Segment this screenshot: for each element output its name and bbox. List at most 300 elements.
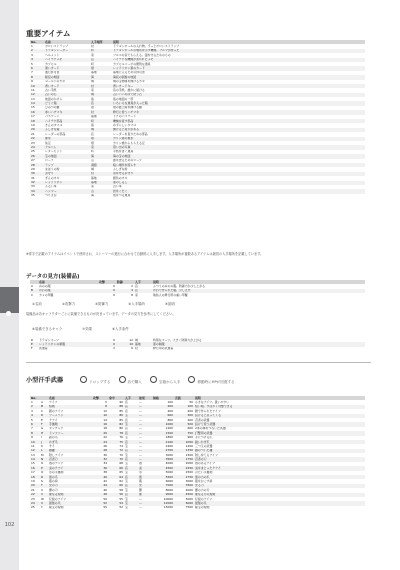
section-divider bbox=[26, 362, 371, 363]
table-cell: 最強の爪 bbox=[48, 501, 92, 505]
key-items-table bbox=[30, 40, 365, 198]
table-cell: 1750 bbox=[174, 457, 194, 461]
column-header: No. bbox=[30, 40, 44, 44]
table-cell: 村 bbox=[91, 44, 94, 48]
table-cell: 40 bbox=[92, 475, 108, 479]
table-cell: 修行用の武道着 bbox=[153, 346, 174, 351]
legend-item: ⑤説明 bbox=[164, 302, 175, 306]
table-cell: 8 bbox=[131, 293, 133, 297]
table-cell: 80 bbox=[119, 426, 123, 431]
table-cell: E bbox=[30, 342, 38, 346]
column-header: 価格 bbox=[152, 396, 174, 400]
table-cell: 手裏剣 bbox=[48, 422, 92, 426]
table-cell: 城の宝物庫を開けるカギ bbox=[113, 79, 145, 84]
table-cell: I bbox=[41, 435, 42, 440]
table-cell: 村 bbox=[90, 84, 112, 88]
table-cell: C bbox=[31, 293, 34, 297]
table-cell: ふるい本 bbox=[45, 184, 57, 189]
table-cell: 基地 bbox=[134, 342, 152, 346]
column-header: 攻撃 bbox=[98, 280, 116, 284]
table-cell: 8 bbox=[92, 405, 108, 409]
table-cell: 店 bbox=[124, 431, 138, 435]
table-cell: かわで作られた服。少し丈夫 bbox=[152, 289, 365, 293]
table-cell: レターセット bbox=[45, 149, 63, 154]
table-cell: 52 bbox=[92, 501, 108, 505]
table-cell: 銀色のカギ bbox=[113, 176, 128, 180]
table-cell: 4 bbox=[116, 289, 134, 293]
table-cell: 23 bbox=[31, 140, 35, 145]
table-cell: 14 bbox=[103, 417, 107, 422]
table-cell: — bbox=[139, 435, 142, 440]
table-cell: 25 bbox=[31, 149, 35, 154]
table-cell: 最強の爪 bbox=[194, 501, 365, 505]
table-cell: 26 bbox=[30, 154, 44, 158]
table-cell: B bbox=[40, 405, 48, 409]
table-cell: 炎 bbox=[138, 466, 152, 470]
table-cell: 海底の洞窟の地図 bbox=[112, 75, 365, 79]
table-cell: 24 bbox=[30, 501, 40, 505]
table-cell: 11 bbox=[31, 444, 35, 448]
table-cell: 隠し持てるナイフ bbox=[195, 453, 218, 457]
table-cell: 12 bbox=[129, 338, 133, 342]
legend-tag bbox=[188, 380, 234, 384]
table-cell: 鉄の爪 bbox=[49, 435, 58, 440]
table-cell: A bbox=[31, 284, 33, 288]
table-cell: 宝 bbox=[124, 414, 138, 418]
table-cell: ドラゴンレーダー bbox=[44, 49, 90, 53]
table-cell: 鎖鎌 bbox=[48, 449, 92, 453]
table-cell: 3500 bbox=[174, 484, 194, 488]
table-cell: 8000 bbox=[165, 488, 173, 492]
chapter-tab bbox=[0, 287, 19, 313]
table-cell: 村 bbox=[135, 346, 138, 351]
table-cell: — bbox=[138, 431, 152, 435]
table-cell: 家 bbox=[90, 145, 112, 149]
legend-tag bbox=[80, 380, 111, 384]
table-cell: 2250 bbox=[174, 466, 194, 470]
table-cell: 1500 bbox=[152, 431, 174, 435]
table-cell: 22 bbox=[103, 435, 107, 440]
legend-tag-icon bbox=[188, 376, 195, 383]
table-cell: 52 bbox=[119, 505, 123, 510]
table-cell: 17 bbox=[31, 114, 35, 119]
table-cell: 100 bbox=[174, 405, 194, 409]
table-cell: ドラゴンボールの入れ物。ずっとボロいストラップ bbox=[113, 44, 180, 48]
table-cell: 9 bbox=[31, 435, 33, 440]
equipment-guide-table-2 bbox=[30, 338, 365, 351]
table-cell: 島の地図の一部 bbox=[113, 97, 134, 101]
column-header: 入手場所 bbox=[90, 40, 112, 44]
table-cell: 7000 bbox=[152, 484, 174, 488]
table-cell: 塔の最上階を開ける鍵 bbox=[113, 105, 142, 110]
table-cell: 5 bbox=[105, 400, 107, 404]
table-cell: 2400 bbox=[165, 444, 173, 448]
table-cell: O bbox=[41, 461, 44, 466]
small-weapons-table bbox=[30, 396, 365, 510]
table-cell: カリン塔の聖水 bbox=[112, 137, 365, 141]
table-cell: 54 bbox=[108, 501, 124, 505]
table-cell: クナイ bbox=[49, 417, 58, 422]
table-cell: — bbox=[139, 417, 142, 422]
legend-row-1 bbox=[32, 301, 175, 306]
table-cell: 1000 bbox=[152, 422, 174, 426]
table-cell: 7500 bbox=[185, 505, 193, 510]
table-cell: 10000 bbox=[163, 496, 173, 501]
column-header: 説明 bbox=[152, 280, 365, 284]
table-cell: 100 bbox=[167, 400, 173, 404]
table-cell: 2700 bbox=[152, 449, 174, 453]
table-cell: 34 bbox=[30, 189, 44, 193]
section-title-small-weapons: 小型汗手武器 bbox=[26, 377, 64, 384]
table-cell: かぎ爪 bbox=[48, 440, 92, 444]
legend-item: ②攻撃力 bbox=[61, 302, 76, 306]
table-cell: 4 bbox=[30, 58, 44, 62]
table-cell: 家 bbox=[91, 53, 94, 57]
table-cell: 1 bbox=[31, 400, 33, 404]
table-cell: つりざお bbox=[45, 193, 57, 198]
table-cell: 風の扇 bbox=[49, 479, 58, 484]
table-cell: 7 bbox=[31, 426, 33, 431]
table-cell: 5500 bbox=[152, 475, 174, 479]
table-cell: いろいろな道具が入った箱 bbox=[112, 101, 365, 105]
table-cell: 55 bbox=[119, 496, 123, 501]
table-cell: 16 bbox=[92, 422, 108, 426]
table-cell: 5000 bbox=[165, 470, 173, 475]
table-cell: 町 bbox=[91, 61, 94, 66]
table-cell: ボロいストラップ bbox=[45, 44, 69, 48]
table-cell: 山 bbox=[90, 189, 112, 193]
table-cell: 2 bbox=[30, 405, 40, 409]
table-cell: 15 bbox=[31, 461, 35, 466]
table-cell: 13 bbox=[31, 97, 35, 101]
table-cell: レーダーの部品 bbox=[45, 132, 66, 136]
table-cell: 宝 bbox=[125, 470, 128, 475]
legend-item: ①名前 bbox=[32, 302, 42, 306]
table-cell: 島 bbox=[91, 123, 94, 128]
table-cell: 城 bbox=[135, 338, 138, 342]
table-cell: 青いカードキー bbox=[112, 84, 365, 88]
table-cell: 伝説のナイフ bbox=[195, 496, 213, 501]
table-cell: 短い剣。すばやく攻撃できる bbox=[194, 405, 365, 409]
table-cell: H bbox=[40, 431, 48, 435]
table-cell: 忍者刀 bbox=[48, 457, 92, 461]
table-cell: 特別なスーツ。大きく防御力が上がる bbox=[153, 338, 202, 342]
table-cell: A bbox=[41, 400, 43, 404]
table-cell: 聖なる力の短剣 bbox=[194, 493, 365, 497]
table-cell: 店 bbox=[124, 475, 138, 479]
table-cell: 秘宝の短剣 bbox=[195, 505, 210, 510]
table-cell: F bbox=[31, 346, 33, 351]
table-cell: 3500 bbox=[152, 457, 174, 461]
table-cell: 300 bbox=[174, 414, 194, 418]
table-cell: パスワード bbox=[45, 114, 60, 119]
table-cell: 闇の力の刃 bbox=[195, 488, 210, 492]
table-cell: 占いの石 bbox=[44, 93, 90, 97]
table-cell: 2本の棒をつないだ武器 bbox=[195, 426, 226, 431]
table-cell: 1200 bbox=[185, 444, 193, 448]
table-cell: 亀仙人の修行用の重い甲羅 bbox=[153, 293, 188, 297]
table-cell: — bbox=[139, 505, 142, 510]
table-cell: 町 bbox=[90, 119, 112, 123]
column-header: 攻撃 bbox=[92, 396, 108, 400]
table-cell: 65 bbox=[119, 470, 123, 475]
table-cell: 家 bbox=[91, 88, 94, 92]
table-cell: 26 bbox=[103, 444, 107, 448]
table-cell: 6 bbox=[131, 346, 133, 351]
table-cell: 78 bbox=[108, 431, 124, 435]
table-cell: 宝 bbox=[124, 501, 138, 505]
table-cell: どうぐ箱 bbox=[44, 101, 90, 105]
table-cell: 62 bbox=[119, 479, 123, 484]
table-cell: 思い出の写真 bbox=[112, 145, 365, 149]
table-cell: 城 bbox=[90, 93, 112, 97]
table-cell: 魚をつる道具 bbox=[113, 193, 131, 198]
table-cell: 3000 bbox=[185, 479, 193, 484]
table-cell: 三つ又の武器 bbox=[195, 444, 213, 448]
table-cell: 店 bbox=[124, 449, 138, 453]
table-cell: 32 bbox=[92, 457, 108, 461]
table-cell: E bbox=[41, 417, 43, 422]
legend-tag bbox=[150, 380, 181, 384]
table-cell: 6000 bbox=[174, 501, 194, 505]
table-cell: 85 bbox=[119, 409, 123, 413]
table-cell: カプセル bbox=[45, 61, 57, 66]
table-cell: ぬのの服 bbox=[39, 284, 51, 288]
table-cell: 2100 bbox=[152, 440, 174, 444]
table-cell: カメの甲羅 bbox=[39, 293, 54, 297]
column-header: 説明 bbox=[112, 40, 365, 44]
table-cell: 2 bbox=[113, 346, 115, 351]
table-cell: 毒のあるナイフ bbox=[195, 461, 215, 466]
table-cell: 基地 bbox=[91, 114, 97, 119]
table-cell: 4 bbox=[30, 414, 40, 418]
table-cell: — bbox=[138, 422, 152, 426]
table-cell: ドラゴンボールの場所を示す機械。ブルマが作った bbox=[112, 49, 365, 53]
table-cell: 昔の手紙。誰かに届ける bbox=[113, 88, 145, 92]
table-cell: 34 bbox=[103, 461, 107, 466]
table-cell: 56 bbox=[108, 493, 124, 497]
table-cell: レッドリボン bbox=[44, 181, 90, 185]
table-cell: 75 bbox=[108, 440, 124, 444]
table-cell: 城 bbox=[91, 79, 94, 84]
table-cell: 29 bbox=[31, 167, 35, 171]
table-cell: 暗い場所を照らす bbox=[112, 163, 365, 167]
table-cell: 古い手紙 bbox=[45, 88, 57, 92]
legend-item: ⑧入手条件 bbox=[112, 327, 129, 331]
table-cell: 氷 bbox=[139, 470, 142, 475]
table-cell: 家 bbox=[135, 293, 138, 297]
table-cell: 5000 bbox=[185, 496, 193, 501]
table-cell: 宝 bbox=[125, 444, 128, 448]
table-cell: 青いカード bbox=[44, 84, 90, 88]
table-cell: レーダーを直すための部品 bbox=[113, 132, 148, 136]
table-cell: 赤いハチマキ bbox=[44, 110, 90, 114]
table-cell: トンファー bbox=[48, 431, 92, 435]
table-cell: 基地 bbox=[90, 181, 112, 185]
table-cell: まほうの粉 bbox=[45, 167, 60, 171]
table-cell: 16 bbox=[30, 466, 40, 470]
table-cell: — bbox=[139, 409, 142, 413]
table-cell: 鎖のついた鎌 bbox=[194, 449, 365, 453]
table-cell: ハイテクメモ bbox=[44, 58, 90, 62]
table-cell: 短剣 bbox=[48, 405, 92, 409]
table-cell: S bbox=[41, 479, 43, 484]
table-cell: J bbox=[40, 440, 48, 444]
table-cell: 16 bbox=[30, 110, 44, 114]
table-cell: — bbox=[138, 457, 152, 461]
table-cell: 23 bbox=[31, 496, 35, 501]
table-cell: 17 bbox=[31, 470, 35, 475]
table-cell: 修行に使うハチマキ bbox=[112, 110, 365, 114]
table-cell: 店 bbox=[124, 440, 138, 444]
table-cell: 忍者の刀 bbox=[194, 457, 365, 461]
table-cell: 750 bbox=[174, 431, 194, 435]
table-cell: 秘密の地図 bbox=[44, 75, 90, 79]
table-cell: 18 bbox=[103, 426, 107, 431]
table-cell: 13 bbox=[31, 453, 35, 457]
table-cell: 2 bbox=[30, 49, 44, 53]
table-cell: 町 bbox=[90, 49, 112, 53]
table-cell: 0 bbox=[113, 293, 115, 297]
table-cell: M bbox=[41, 453, 44, 457]
table-cell: 80 bbox=[108, 414, 124, 418]
table-cell: 開けると何かがある bbox=[112, 128, 365, 132]
table-cell: 闇 bbox=[139, 488, 142, 492]
table-cell: 31 bbox=[31, 176, 35, 180]
table-cell: 宝 bbox=[125, 479, 128, 484]
table-cell: 58 bbox=[119, 488, 123, 492]
table-cell: — bbox=[139, 426, 142, 431]
table-cell: 19 bbox=[31, 123, 35, 128]
table-cell: T bbox=[40, 484, 48, 488]
table-cell: ハイテク部品 bbox=[44, 119, 90, 123]
table-cell: ハイテクな機械が書かれたメモ bbox=[112, 58, 365, 62]
table-cell: 毒 bbox=[139, 461, 142, 466]
table-cell: 店 bbox=[125, 409, 128, 413]
table-cell: 12000 bbox=[152, 501, 174, 505]
side-bar bbox=[0, 0, 19, 570]
table-cell: G bbox=[41, 426, 44, 431]
table-cell: 店 bbox=[124, 484, 138, 488]
table-cell: N bbox=[40, 457, 48, 461]
table-cell: 2750 bbox=[174, 475, 194, 479]
table-cell: 20 bbox=[92, 431, 108, 435]
table-cell: 黒いカード bbox=[44, 66, 90, 70]
table-cell: レッドリボンの制服 bbox=[38, 342, 98, 346]
table-cell: 通行許可書 bbox=[45, 70, 60, 75]
table-cell: 海 bbox=[90, 75, 112, 79]
table-cell: 手紙を書く道具 bbox=[113, 149, 134, 154]
column-header: 説明 bbox=[194, 396, 365, 400]
table-cell: 店 bbox=[124, 466, 138, 470]
table-cell: ふつうのぬのの服。防御力が少し上がる bbox=[153, 284, 206, 288]
data-guide-note: 装備品は各キャラクターごとに装備できるものが決まっています。データの見方を参考にしてください。 bbox=[26, 312, 176, 316]
table-cell: 5 bbox=[31, 61, 33, 66]
table-cell: 66 bbox=[108, 466, 124, 470]
weapon-legend-tags bbox=[80, 376, 243, 385]
table-cell: 1200 bbox=[165, 426, 173, 431]
table-cell: 8 bbox=[30, 75, 44, 79]
table-cell: カプセルコーポの便利な道具 bbox=[113, 61, 151, 66]
legend-item: ⑥装備できるキャラ bbox=[32, 327, 63, 331]
table-cell: 地図のかけら bbox=[45, 97, 63, 101]
table-cell: — bbox=[138, 449, 152, 453]
table-cell: 宝 bbox=[125, 453, 128, 457]
table-cell: 0 bbox=[113, 338, 115, 342]
table-cell: 50 bbox=[103, 496, 107, 501]
table-cell: 400 bbox=[187, 417, 193, 422]
column-header: 入手 bbox=[124, 396, 138, 400]
table-cell: 36 bbox=[92, 466, 108, 470]
column-header: No. bbox=[30, 396, 40, 400]
table-cell: 店 bbox=[91, 132, 94, 136]
table-cell: レッドリボン軍のカード bbox=[112, 66, 365, 70]
table-cell: 武道着 bbox=[39, 346, 48, 351]
table-cell: 11 bbox=[31, 88, 35, 92]
table-cell: 28 bbox=[30, 163, 44, 167]
table-cell: P bbox=[40, 466, 48, 470]
table-cell: 2000 bbox=[185, 461, 193, 466]
column-header: 効果 bbox=[138, 396, 152, 400]
table-cell: 800 bbox=[167, 417, 173, 422]
table-cell: 岩をくだく bbox=[112, 189, 365, 193]
table-cell: 店 bbox=[125, 400, 128, 404]
chapter-tab-marker bbox=[6, 311, 11, 316]
table-cell: Q bbox=[41, 470, 44, 475]
table-cell: 18 bbox=[30, 119, 44, 123]
table-cell: X bbox=[40, 501, 48, 505]
table-cell: 炎をまとったクナイ bbox=[194, 466, 365, 470]
table-cell: 雷 bbox=[138, 475, 152, 479]
table-cell: 0 bbox=[113, 284, 115, 288]
table-cell: 冷たい手裏剣 bbox=[195, 470, 213, 475]
table-cell: 風 bbox=[139, 479, 142, 484]
table-cell: 44 bbox=[92, 484, 108, 488]
table-cell: 山 bbox=[91, 158, 94, 163]
table-cell: — bbox=[138, 440, 152, 444]
table-cell: ゴールドのカギ bbox=[45, 79, 66, 84]
equipment-guide-table bbox=[30, 280, 365, 298]
table-cell: ロープ bbox=[45, 158, 54, 163]
table-cell: 銀のナイフ bbox=[49, 409, 64, 413]
table-cell: 7 bbox=[31, 70, 33, 75]
table-row bbox=[30, 293, 365, 297]
table-cell: 宝 bbox=[125, 488, 128, 492]
table-cell: 店 bbox=[124, 493, 138, 497]
table-cell: 12 bbox=[30, 449, 40, 453]
table-cell: V bbox=[40, 493, 48, 497]
table-cell: 3 bbox=[31, 53, 33, 57]
table-cell: Y bbox=[41, 505, 43, 510]
table-cell: 2500 bbox=[185, 470, 193, 475]
table-cell: 1350 bbox=[174, 449, 194, 453]
table-cell: 4000 bbox=[185, 488, 193, 492]
table-cell: ヘルメット bbox=[45, 53, 60, 57]
table-cell: 14 bbox=[30, 457, 40, 461]
table-cell: お守り bbox=[44, 172, 90, 176]
table-cell: 海 bbox=[90, 154, 112, 158]
table-cell: — bbox=[139, 400, 142, 404]
table-cell: 1800 bbox=[165, 435, 173, 440]
table-cell: 200 bbox=[187, 409, 193, 413]
table-cell: 店 bbox=[135, 284, 138, 288]
table-cell: ドアのパスワード bbox=[113, 114, 137, 119]
table-cell: — bbox=[138, 501, 152, 505]
table-cell: 手につける爪 bbox=[195, 435, 213, 440]
legend-tag-icon bbox=[150, 376, 157, 383]
table-cell: — bbox=[138, 405, 152, 409]
table-cell: 10 bbox=[30, 84, 44, 88]
